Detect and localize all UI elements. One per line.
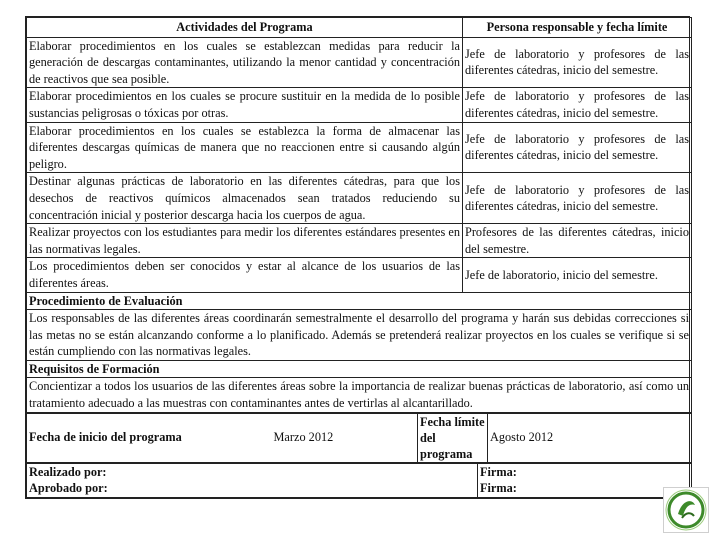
- training-title-row: [27, 360, 692, 378]
- signoff-row-done: [27, 463, 692, 480]
- table-row: [27, 37, 692, 88]
- training-text: Concientizar a todos los usuarios de las diferentes áreas sobre la importancia de realizar buenas prácticas de laboratorio, así como un tratamiento adecuado a las muestras con contaminantes antes de vertirlas al alcantarillado.: [27, 378, 692, 412]
- training-title: Requisitos de Formación: [27, 360, 692, 378]
- signoff-row-approved: [27, 480, 692, 497]
- activity-text: Elaborar procedimientos en los cuales se procure sustituir en la medida de lo posible sustancias peligrosas o tóxicas por otras.: [27, 88, 463, 122]
- activity-responsible: Profesores de las diferentes cátedras, inicio del semestre.: [463, 224, 692, 258]
- approved-by-label: Aprobado por:: [27, 480, 478, 497]
- header-row: [27, 18, 692, 38]
- training-row: [27, 378, 692, 412]
- activity-text: Elaborar procedimientos en los cuales se establezca la forma de almacenar las diferentes descargas químicas de manera que no reaccionen entre si causando algún peligro.: [27, 122, 463, 173]
- table-row: [27, 122, 692, 173]
- table-row: [27, 173, 692, 224]
- table-row: [27, 258, 692, 292]
- limit-date-value: Agosto 2012: [488, 413, 692, 462]
- activity-responsible: Jefe de laboratorio, inicio del semestre.: [463, 258, 692, 292]
- header-responsible: Persona responsable y fecha límite: [463, 18, 692, 38]
- signature-label: Firma:: [478, 480, 692, 497]
- start-date-value: Marzo 2012: [272, 413, 418, 462]
- activity-text: Realizar proyectos con los estudiantes para medir los diferentes estándares presentes en las normativas legales.: [27, 224, 463, 258]
- done-by-label: Realizado por:: [27, 463, 478, 480]
- dates-row: [27, 413, 692, 462]
- activity-responsible: Jefe de laboratorio y profesores de las diferentes cátedras, inicio del semestre.: [463, 88, 692, 122]
- signoff-table: [26, 463, 692, 498]
- activity-text: Destinar algunas prácticas de laboratorio en las diferentes cátedras, para que los desechos de reactivos químicos almacenados sean tratados reduciendo su concentración inicial y posterior descarga hacia los cuerpos de agua.: [27, 173, 463, 224]
- start-date-label: Fecha de inicio del programa: [27, 413, 272, 462]
- limit-date-label: Fecha límite del programa: [418, 413, 488, 462]
- evaluation-text: Los responsables de las diferentes áreas coordinarán semestralmente el desarrollo del programa y harán sus debidas correcciones si las metas no se están alcanzando conforme a lo planificado. Además se pretenderá realizar proyectos en los cuales se verifique si se están cumpliendo con las normativas legales.: [27, 310, 692, 361]
- signature-label: Firma:: [478, 463, 692, 480]
- activity-responsible: Jefe de laboratorio y profesores de las diferentes cátedras, inicio del semestre.: [463, 173, 692, 224]
- table-row: [27, 88, 692, 122]
- evaluation-title: Procedimiento de Evaluación: [27, 292, 692, 310]
- dates-table: [26, 413, 692, 463]
- activity-responsible: Jefe de laboratorio y profesores de las diferentes cátedras, inicio del semestre.: [463, 122, 692, 173]
- activities-table: [26, 17, 692, 413]
- program-sheet: [25, 16, 690, 499]
- logo-graphic: [664, 488, 708, 532]
- header-activities: Actividades del Programa: [27, 18, 463, 38]
- university-logo-icon: [663, 487, 709, 533]
- activity-text: Elaborar procedimientos en los cuales se establezcan medidas para reducir la generación de descargas contaminantes, utilizando la menor cantidad y concentración de reactivos que sea posible.: [27, 37, 463, 88]
- evaluation-row: [27, 310, 692, 361]
- table-row: [27, 224, 692, 258]
- activity-text: Los procedimientos deben ser conocidos y estar al alcance de los usuarios de las diferentes áreas.: [27, 258, 463, 292]
- activity-responsible: Jefe de laboratorio y profesores de las diferentes cátedras, inicio del semestre.: [463, 37, 692, 88]
- evaluation-title-row: [27, 292, 692, 310]
